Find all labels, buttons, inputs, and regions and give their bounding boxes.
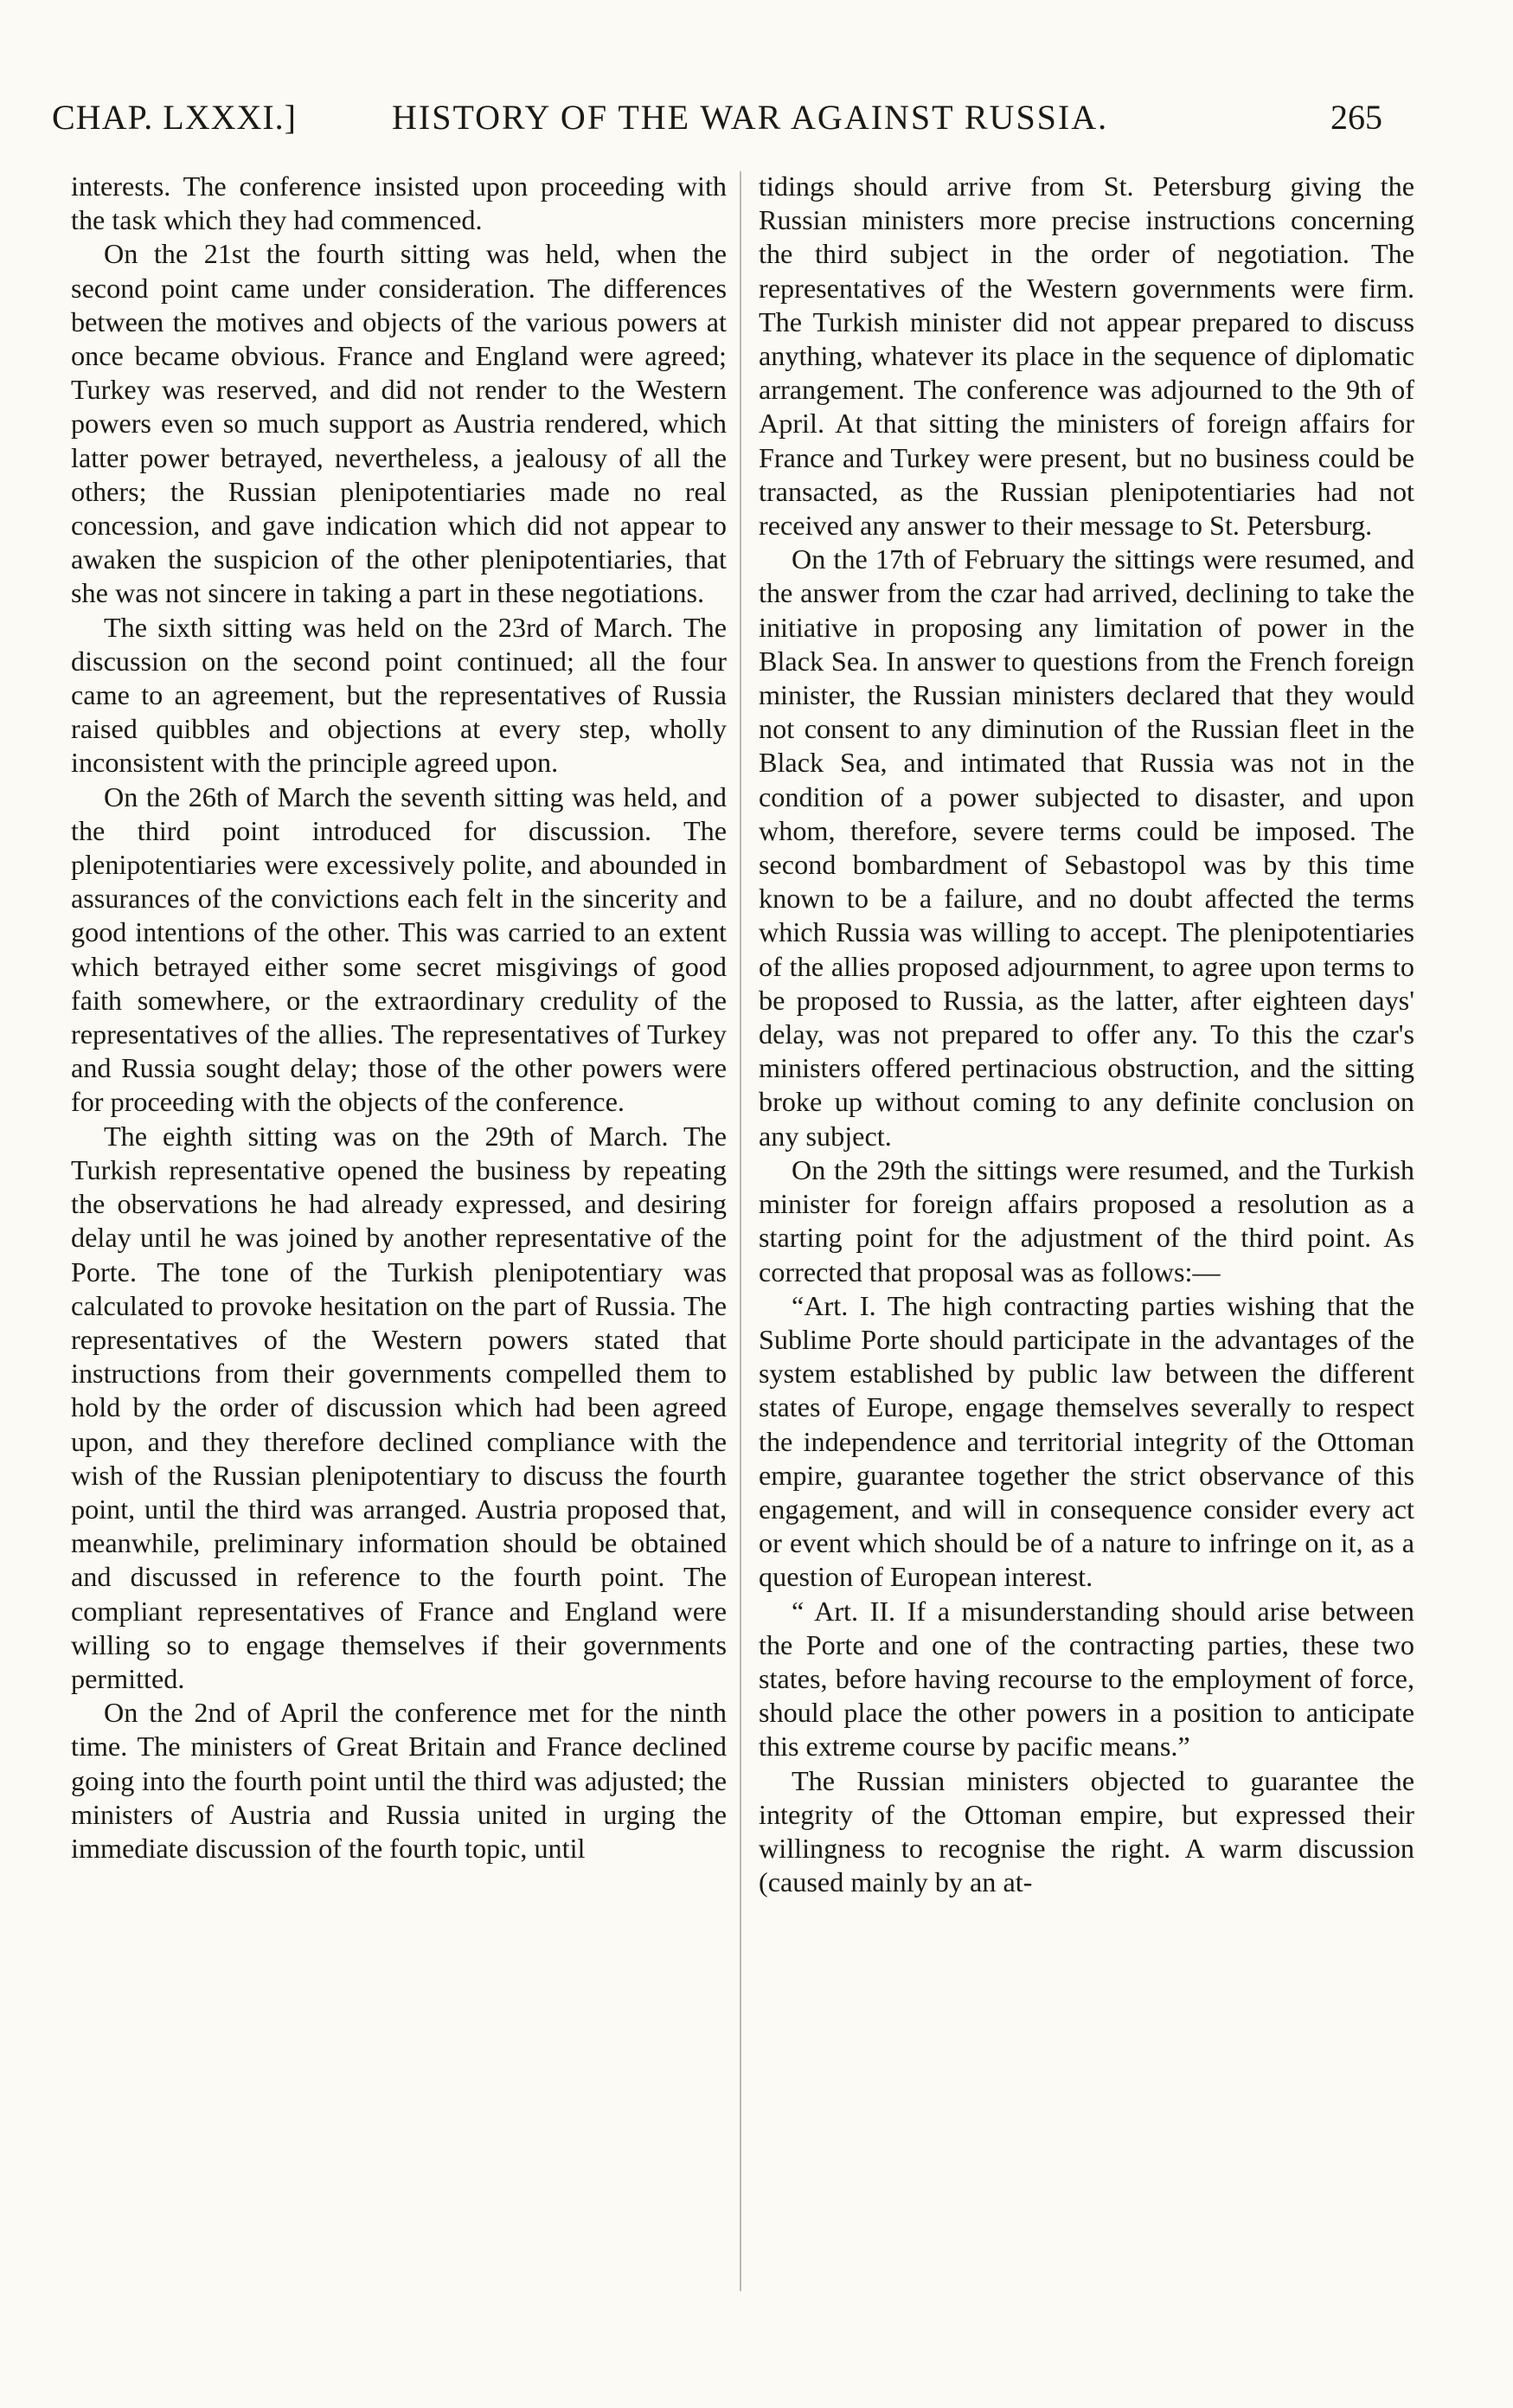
paragraph: On the 26th of March the seventh sitting was held, and the third point introduced for discussion. The plenipotentiaries were excessively polite, and abounded in assurances of the convictions each felt in the sincerity and good intentions of the other. This was carried to an extent which betrayed either some secret misgivings of good faith somewhere, or the extraordinary credulity of the representatives of the allies. The representatives of Turkey and Russia sought delay; those of the other powers were for proceeding with the objects of the conference. xyxy=(71,780,727,1118)
column-divider xyxy=(740,171,741,2291)
paragraph: The sixth sitting was held on the 23rd of March. The discussion on the second point continued; all the four came to an agreement, but the representatives of Russia raised quibbles and objections at every step, wholly inconsistent with the principle agreed upon. xyxy=(71,611,727,779)
paragraph: tidings should arrive from St. Petersburg giving the Russian ministers more precise instructions concerning the third subject in the order of negotiation. The representatives of the Western governments were firm. The Turkish minister did not appear prepared to discuss anything, whatever its place in the sequence of diplomatic arrangement. The conference was adjourned to the 9th of April. At that sitting the ministers of foreign affairs for France and Turkey were present, but no business could be transacted, as the Russian plenipotentiaries had not received any answer to their message to St. Petersburg. xyxy=(759,170,1414,542)
chapter-label: CHAP. LXXXI.] xyxy=(52,98,297,137)
page-number: 265 xyxy=(1330,98,1382,137)
treaty-article: “ Art. II. If a misunderstanding should arise between the Porte and one of the contracting parties, these two states, before having recourse to the employment of force, should place the other powers in a position to anticipate this extreme course by pacific means.” xyxy=(759,1595,1414,1763)
paragraph: On the 21st the fourth sitting was held, when the second point came under consideration. The differences between the motives and objects of the various powers at once became obvious. France and England were agreed; Turkey was reserved, and did not render to the Western powers even so much support as Austria rendered, which latter power betrayed, nevertheless, a jealousy of all the others; the Russian plenipotentiaries made no real concession, and gave indication which did not appear to awaken the suspicion of the other plenipotentiaries, that she was not sincere in taking a part in these negotiations. xyxy=(71,238,727,609)
paragraph: interests. The conference insisted upon proceeding with the task which they had commenced. xyxy=(71,170,727,236)
paragraph: The eighth sitting was on the 29th of March. The Turkish representative opened the business by repeating the observations he had already expressed, and desiring delay until he was joined by another representative of the Porte. The tone of the Turkish plenipotentiary was calculated to provoke hesitation on the part of Russia. The representatives of the Western powers stated that instructions from their governments compelled them to hold by the order of discussion which had been agreed upon, and they therefore declined compliance with the wish of the Russian plenipotentiary to discuss the fourth point, until the third was arranged. Austria proposed that, meanwhile, preliminary information should be obtained and discussed in reference to the fourth point. The compliant representatives of France and England were willing so to engage themselves if their governments permitted. xyxy=(71,1120,727,1694)
paragraph: On the 2nd of April the conference met for the ninth time. The ministers of Great Britain and France declined going into the fourth point until the third was adjusted; the ministers of Austria and Russia united in urging the immediate discussion of the fourth topic, until xyxy=(71,1697,727,1864)
right-column xyxy=(759,170,1414,1899)
paragraph: On the 17th of February the sittings were resumed, and the answer from the czar had arrived, declining to take the initiative in proposing any limitation of power in the Black Sea. In answer to questions from the French foreign minister, the Russian ministers declared that they would not consent to any diminution of the Russian fleet in the Black Sea, and intimated that Russia was not in the condition of a power subjected to disaster, and upon whom, therefore, severe terms could be imposed. The second bombardment of Sebastopol was by this time known to be a failure, and no doubt affected the terms which Russia was willing to accept. The plenipotentiaries of the allies proposed adjournment, to agree upon terms to be proposed to Russia, as the latter, after eighteen days' delay, was not prepared to offer any. To this the czar's ministers offered pertinacious obstruction, and the sitting broke up without coming to any definite conclusion on any subject. xyxy=(759,543,1414,1152)
running-title: HISTORY OF THE WAR AGAINST RUSSIA. xyxy=(392,98,1109,137)
left-column xyxy=(71,170,727,1865)
paragraph: On the 29th the sittings were resumed, and the Turkish minister for foreign affairs proposed a resolution as a starting point for the adjustment of the third point. As corrected that proposal was as follows:— xyxy=(759,1153,1414,1287)
treaty-article: “Art. I. The high contracting parties wishing that the Sublime Porte should participate in the advantages of the system established by public law between the different states of Europe, engage themselves severally to respect the independence and territorial integrity of the Ottoman empire, guarantee together the strict observance of this engagement, and will in consequence consider every act or event which should be of a nature to infringe on it, as a question of European interest. xyxy=(759,1289,1414,1593)
paragraph: The Russian ministers objected to guarantee the integrity of the Ottoman empire, but expressed their willingness to recognise the right. A warm discussion (caused mainly by an at- xyxy=(759,1764,1414,1898)
page-header xyxy=(52,97,1436,149)
